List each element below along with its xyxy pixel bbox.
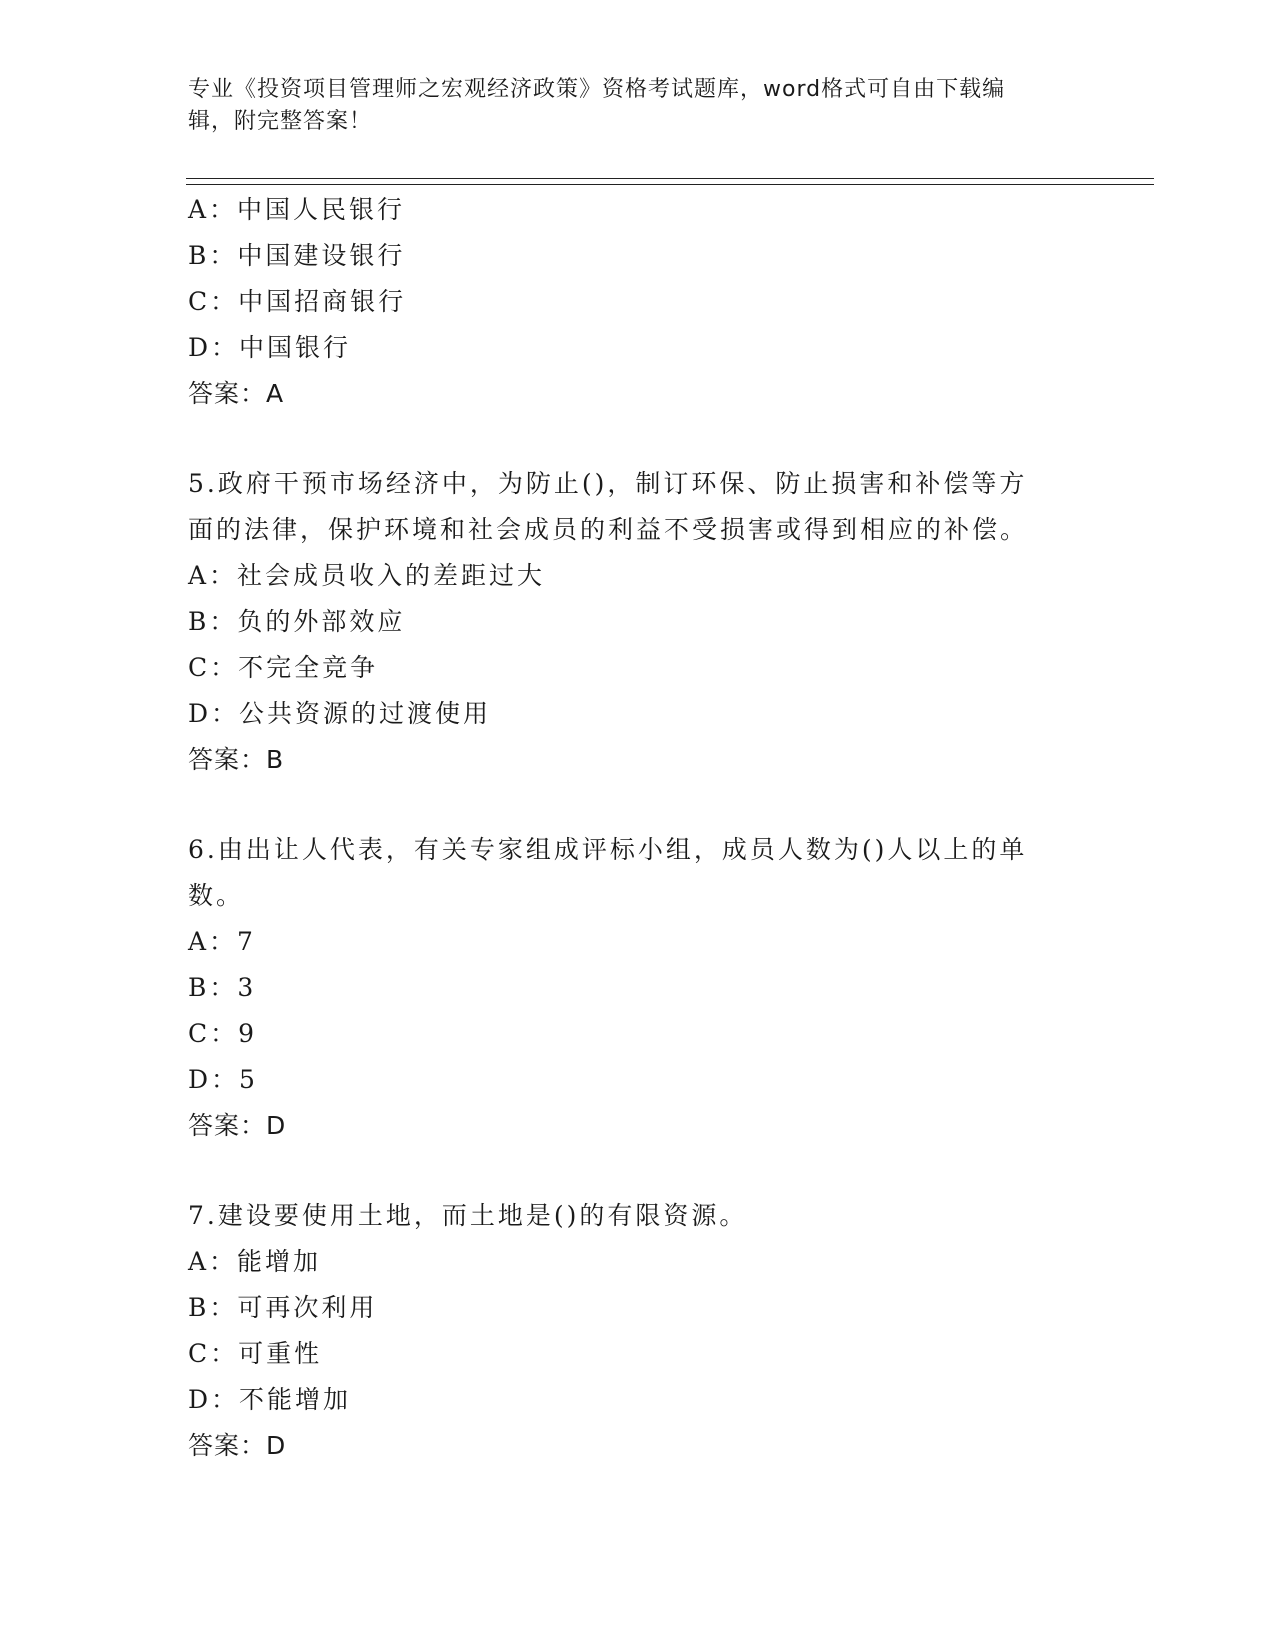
header-divider-top bbox=[186, 178, 1154, 179]
question-stem-line: 面的法律，保护环境和社会成员的利益不受损害或得到相应的补偿。 bbox=[188, 515, 1029, 544]
option-c: C：9 bbox=[188, 1019, 258, 1048]
question-5 bbox=[188, 461, 1108, 783]
option-a: A：7 bbox=[188, 927, 256, 956]
option-c: C：可重性 bbox=[188, 1339, 323, 1368]
question-stem-line: 6.由出让人代表，有关专家组成评标小组，成员人数为()人以上的单 bbox=[188, 835, 1028, 864]
question-6 bbox=[188, 827, 1108, 1149]
question-list bbox=[188, 187, 1108, 1469]
option-b: B：3 bbox=[188, 973, 257, 1002]
answer-label: 答案：B bbox=[188, 745, 285, 774]
answer-label: 答案：A bbox=[188, 379, 285, 408]
option-b: B：可再次利用 bbox=[188, 1293, 378, 1322]
answer-label: 答案：D bbox=[188, 1111, 287, 1140]
question-4-continued bbox=[188, 187, 1108, 417]
option-d: D：不能增加 bbox=[188, 1385, 352, 1414]
document-header bbox=[188, 74, 1068, 138]
option-b: B：负的外部效应 bbox=[188, 607, 406, 636]
option-c: C：中国招商银行 bbox=[188, 287, 407, 316]
option-a: A：能增加 bbox=[188, 1247, 322, 1276]
header-line-1: 专业《投资项目管理师之宏观经济政策》资格考试题库，word格式可自由下载编 bbox=[188, 77, 1006, 102]
option-c: C：不完全竞争 bbox=[188, 653, 379, 682]
option-b: B：中国建设银行 bbox=[188, 241, 406, 270]
option-a: A：中国人民银行 bbox=[188, 195, 406, 224]
question-stem-line: 数。 bbox=[188, 881, 245, 910]
header-line-2: 辑，附完整答案！ bbox=[188, 109, 373, 134]
option-a: A：社会成员收入的差距过大 bbox=[188, 561, 546, 590]
option-d: D：公共资源的过渡使用 bbox=[188, 699, 492, 728]
option-d: D：中国银行 bbox=[188, 333, 352, 362]
option-d: D：5 bbox=[188, 1065, 258, 1094]
header-divider-bottom bbox=[186, 184, 1154, 185]
question-stem-line: 5.政府干预市场经济中，为防止()，制订环保、防止损害和补偿等方 bbox=[188, 469, 1028, 498]
question-7 bbox=[188, 1193, 1108, 1469]
answer-label: 答案：D bbox=[188, 1431, 287, 1460]
question-stem-line: 7.建设要使用土地，而土地是()的有限资源。 bbox=[188, 1201, 748, 1230]
